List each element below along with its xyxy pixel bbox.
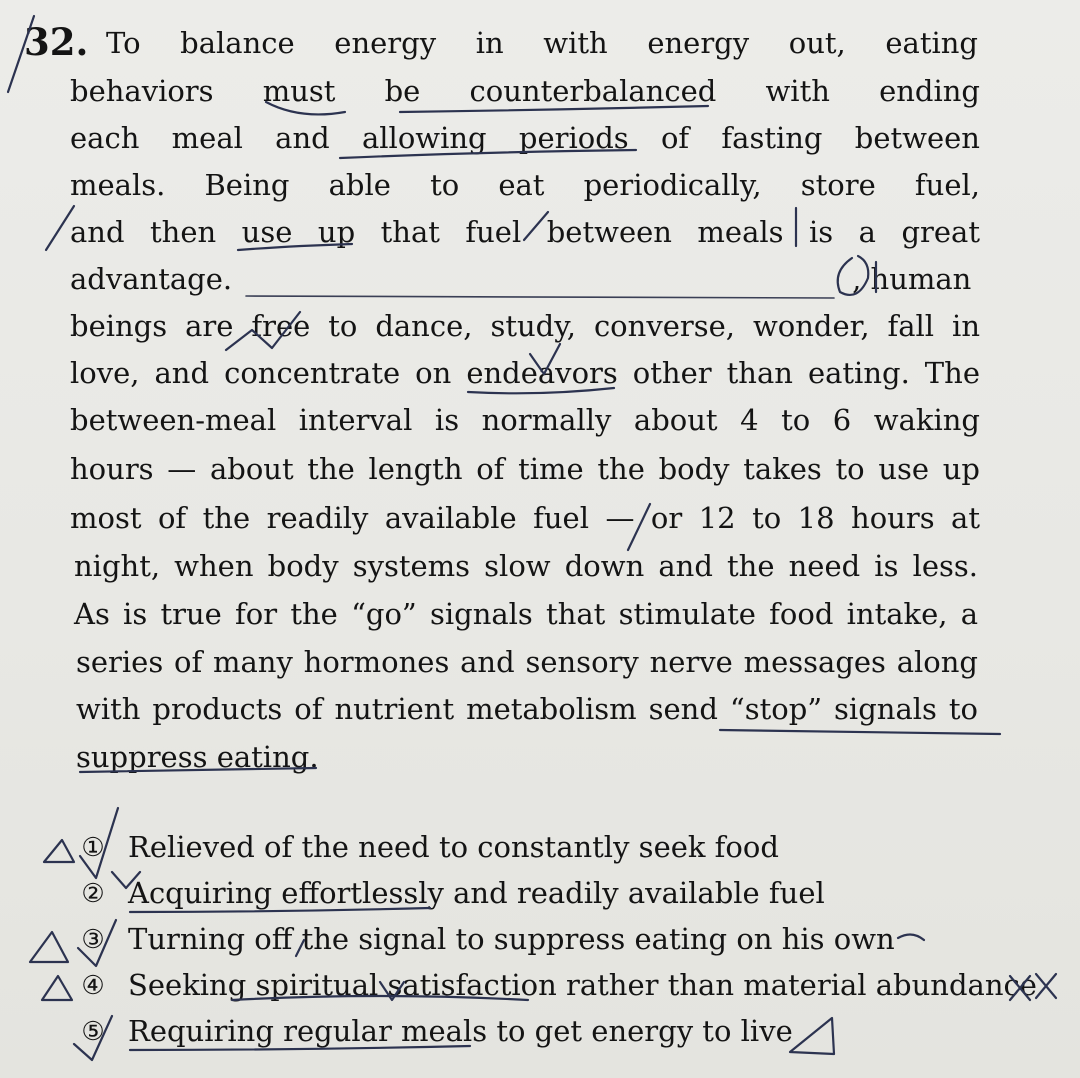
x-option-4-second-mark	[1036, 974, 1056, 998]
underline-stop-signals-mark	[720, 730, 1000, 734]
option-2-text[interactable]: Acquiring effortlessly and readily available fuel	[128, 876, 825, 910]
passage-line: between-meal interval is normally about 4 to 6 waking	[70, 403, 980, 437]
passage-line: love, and concentrate on endeavors other than eating. The	[70, 356, 980, 390]
option-1-text[interactable]: Relieved of the need to constantly seek food	[128, 830, 779, 864]
option-3-number[interactable]: ③	[81, 925, 105, 955]
blank-tail-text: , human	[852, 262, 972, 296]
option-3-text[interactable]: Turning off the signal to suppress eating on his own	[128, 922, 895, 956]
option-5-number[interactable]: ⑤	[81, 1017, 105, 1047]
passage-line: beings are free to dance, study, converse, wonder, fall in	[70, 309, 980, 343]
passage-line: suppress eating.	[76, 740, 319, 774]
option-1-number[interactable]: ①	[81, 833, 105, 863]
passage-line: and then use up that fuel between meals is a great	[70, 215, 980, 249]
passage-line: series of many hormones and sensory nerve messages along	[76, 645, 978, 679]
passage-line: As is true for the “go” signals that stimulate food intake, a	[74, 597, 978, 631]
passage-line: each meal and allowing periods of fasting between	[70, 121, 980, 155]
passage-line-with-blank	[70, 258, 980, 300]
passage-line: hours — about the length of time the body takes to use up	[70, 452, 980, 486]
passage-line: behaviors must be counterbalanced with ending	[70, 74, 980, 108]
passage-line: night, when body systems slow down and the need is less.	[74, 549, 978, 583]
option-5-text[interactable]: Requiring regular meals to get energy to live	[128, 1014, 793, 1048]
passage-text: advantage.	[70, 262, 233, 296]
passage-line: To balance energy in with energy out, eating	[106, 26, 978, 60]
tick-option-3-mark	[898, 934, 924, 940]
option-4-number[interactable]: ④	[81, 971, 105, 1001]
passage-line: most of the readily available fuel — or 12 to 18 hours at	[70, 501, 980, 535]
triangle-option-1-mark	[44, 840, 74, 862]
passage-line: with products of nutrient metabolism send “stop” signals to	[76, 692, 978, 726]
triangle-option-5-mark	[790, 1018, 834, 1054]
option-4-text[interactable]: Seeking spiritual satisfaction rather than material abundance	[128, 968, 1037, 1002]
option-2-number[interactable]: ②	[81, 879, 105, 909]
question-number: 32.	[24, 20, 89, 64]
triangle-option-4-mark	[42, 976, 72, 1000]
triangle-option-3-mark	[30, 932, 68, 962]
passage-line: meals. Being able to eat periodically, store fuel,	[70, 168, 980, 202]
